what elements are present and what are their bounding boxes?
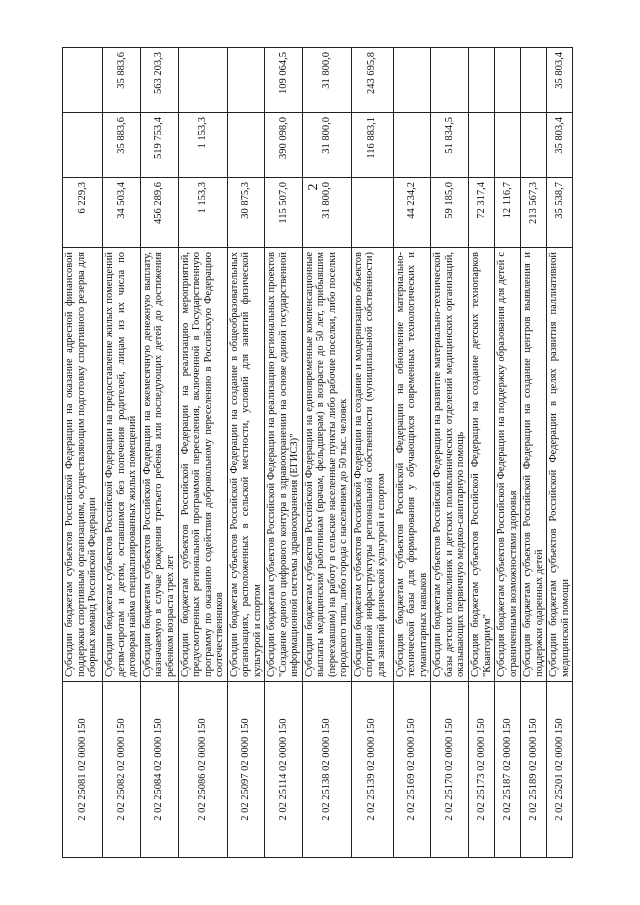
table-row <box>103 48 141 858</box>
rotated-table-wrapper <box>62 48 571 858</box>
page-number: 2 <box>306 183 321 191</box>
description-cell: Субсидия бюджетам субъектов Российской Федерации на создание детских технопарков "Кванториум" <box>469 248 495 682</box>
description-cell: Субсидии бюджетам субъектов Российской Федерации на развитие материально-технической базы детских поликлиник и детских поликлинических отделений медицинских организаций, оказывающих первичную медико-санитарную помощь <box>431 248 469 682</box>
code-cell: 2 02 25189 02 0000 150 <box>521 682 547 858</box>
subsidy-table-body <box>63 48 573 858</box>
subsidy-table <box>62 47 573 858</box>
value-year1-cell: 59 185,0 <box>431 178 469 248</box>
description-cell: Субсидия бюджетам субъектов Российской Федерации на создание центров выявления и поддержки одаренных детей <box>521 248 547 682</box>
value-year3-cell <box>393 48 431 113</box>
value-year3-cell <box>227 48 265 113</box>
table-row <box>521 48 547 858</box>
value-year3-cell <box>178 48 227 113</box>
value-year2-cell: 519 753,4 <box>140 113 178 178</box>
description-cell: Субсидия бюджетам субъектов Российской Федерации на обновление материально-технической базы для формирования у обучающихся современных технологических и гуманитарных навыков <box>393 248 431 682</box>
table-row <box>140 48 178 858</box>
value-year2-cell: 51 834,5 <box>431 113 469 178</box>
table-row <box>547 48 573 858</box>
code-cell: 2 02 25187 02 0000 150 <box>495 682 521 858</box>
value-year2-cell: 35 803,4 <box>547 113 573 178</box>
table-row <box>63 48 103 858</box>
value-year1-cell <box>351 178 393 248</box>
value-year2-cell: 31 800,0 <box>302 113 351 178</box>
code-cell: 2 02 25114 02 0000 150 <box>265 682 303 858</box>
value-year2-cell <box>63 113 103 178</box>
code-cell: 2 02 25084 02 0000 150 <box>140 682 178 858</box>
code-cell: 2 02 25086 02 0000 150 <box>178 682 227 858</box>
value-year1-cell: 35 538,7 <box>547 178 573 248</box>
value-year2-cell: 390 098,0 <box>265 113 303 178</box>
value-year3-cell: 563 203,3 <box>140 48 178 113</box>
description-cell: Субсидии бюджетам субъектов Российской Федерации в целях развития паллиативной медицинской помощи <box>547 248 573 682</box>
value-year1-cell: 6 229,3 <box>63 178 103 248</box>
description-cell: Субсидии бюджетам субъектов Российской Федерации на создание и модернизацию объектов спортивной инфраструктуры региональной собственности (муниципальной собственности) для занятий физической культурой и спортом <box>351 248 393 682</box>
value-year2-cell: 35 883,6 <box>103 113 141 178</box>
value-year3-cell <box>431 48 469 113</box>
value-year3-cell <box>63 48 103 113</box>
table-row <box>265 48 303 858</box>
value-year1-cell: 72 317,4 <box>469 178 495 248</box>
value-year2-cell <box>393 113 431 178</box>
value-year3-cell <box>469 48 495 113</box>
value-year2-cell <box>495 113 521 178</box>
value-year1-cell: 31 800,0 <box>302 178 351 248</box>
value-year1-cell: 30 875,3 <box>227 178 265 248</box>
value-year3-cell: 35 883,6 <box>103 48 141 113</box>
code-cell: 2 02 25139 02 0000 150 <box>351 682 393 858</box>
value-year1-cell: 1 153,3 <box>178 178 227 248</box>
value-year1-cell: 12 116,7 <box>495 178 521 248</box>
description-cell: Субсидии бюджетам субъектов Российской Федерации на реализацию мероприятий, предусмотренных региональной программой переселения, включенной в Государственную программу по оказанию содействия добровольному переселению в Российскую Федерацию соотечественников <box>178 248 227 682</box>
value-year1-cell: 44 234,2 <box>393 178 431 248</box>
value-year3-cell <box>521 48 547 113</box>
table-row <box>302 48 351 858</box>
table-row <box>178 48 227 858</box>
value-year1-cell: 34 503,4 <box>103 178 141 248</box>
table-row <box>393 48 431 858</box>
code-cell: 2 02 25082 02 0000 150 <box>103 682 141 858</box>
code-cell: 2 02 25170 02 0000 150 <box>431 682 469 858</box>
value-year2-cell: 116 883,1 <box>351 113 393 178</box>
table-row <box>351 48 393 858</box>
code-cell: 2 02 25081 02 0000 150 <box>63 682 103 858</box>
value-year1-cell: 456 289,6 <box>140 178 178 248</box>
value-year2-cell <box>521 113 547 178</box>
code-cell: 2 02 25097 02 0000 150 <box>227 682 265 858</box>
table-row <box>431 48 469 858</box>
rotated-table-container <box>62 48 571 858</box>
description-cell: Субсидии бюджетам субъектов Российской Федерации на оказание адресной финансовой поддержки спортивным организациям, осуществляющим подготовку спортивного резерва для сборных команд Российской Федерации <box>63 248 103 682</box>
value-year3-cell: 109 064,5 <box>265 48 303 113</box>
code-cell: 2 02 25201 02 0000 150 <box>547 682 573 858</box>
value-year3-cell: 243 695,8 <box>351 48 393 113</box>
description-cell: Субсидии бюджетам субъектов Российской Федерации на единовременные компенсационные выплаты медицинским работникам (врачам, фельдшерам) в возрасте до 50 лет, прибывшим (переехавшим) на работу в сельские населенные пункты либо рабочие поселки, либо поселки городского типа, либо города с населением до 50 тыс. человек <box>302 248 351 682</box>
value-year2-cell <box>227 113 265 178</box>
code-cell: 2 02 25169 02 0000 150 <box>393 682 431 858</box>
value-year2-cell <box>469 113 495 178</box>
description-cell: Субсидии бюджетам субъектов Российской Федерации на ежемесячную денежную выплату, назначаемую в случае рождения третьего ребенка или последующих детей до достижения ребенком возраста трех лет <box>140 248 178 682</box>
table-row <box>495 48 521 858</box>
value-year3-cell <box>495 48 521 113</box>
value-year3-cell: 35 803,4 <box>547 48 573 113</box>
code-cell: 2 02 25138 02 0000 150 <box>302 682 351 858</box>
description-cell: Субсидии бюджетам субъектов Российской Федерации на предоставление жилых помещений детям-сиротам и детям, оставшимся без попечения родителей, лицам из их числа по договорам найма специализированных жилых помещений <box>103 248 141 682</box>
description-cell: Субсидия бюджетам субъектов Российской Федерации на поддержку образования для детей с ограниченными возможностями здоровья <box>495 248 521 682</box>
value-year1-cell: 213 567,3 <box>521 178 547 248</box>
code-cell: 2 02 25173 02 0000 150 <box>469 682 495 858</box>
value-year1-cell: 115 507,0 <box>265 178 303 248</box>
table-row <box>469 48 495 858</box>
description-cell: Субсидии бюджетам субъектов Российской Федерации на создание в общеобразовательных организациях, расположенных в сельской местности, условий для занятий физической культурой и спортом <box>227 248 265 682</box>
table-row <box>227 48 265 858</box>
value-year3-cell: 31 800,0 <box>302 48 351 113</box>
description-cell: Субсидии бюджетам субъектов Российской Федерации на реализацию региональных проектов "Создание единого цифрового контура в здравоохранении на основе единой государственной информационной системы здравоохранения (ЕГИСЗ)" <box>265 248 303 682</box>
value-year2-cell: 1 153,3 <box>178 113 227 178</box>
